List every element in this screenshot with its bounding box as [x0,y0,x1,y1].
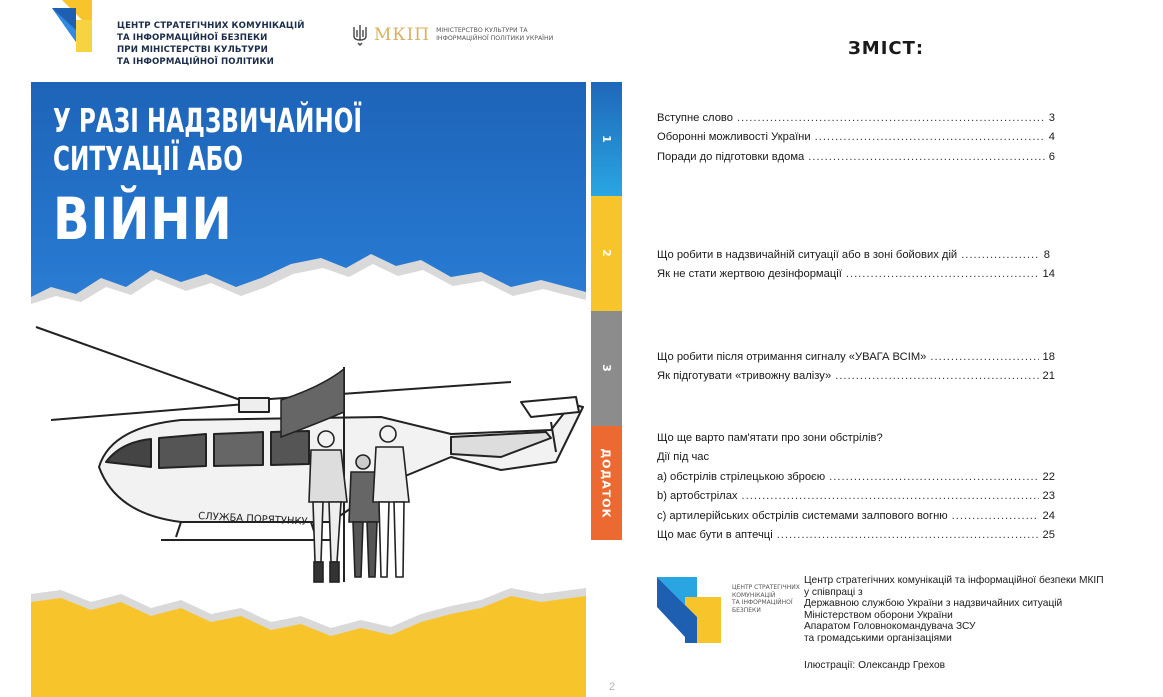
section-tab-1[interactable] [591,82,622,196]
ministry-logo-text: МКІП [374,25,431,45]
section-tab-3[interactable] [591,311,622,426]
toc-entry-title: Вступне слово [657,112,733,124]
center-logo-icon [52,0,104,52]
brochure-cover [31,82,586,697]
toc-entry[interactable] [657,130,1055,144]
org-line: ТА ІНФОРМАЦІЙНОЇ БЕЗПЕКИ [117,33,268,43]
toc-entry-title: Поради до підготовки вдома [657,151,805,163]
toc-entry[interactable] [657,248,1050,262]
toc-entry[interactable] [657,150,1055,164]
ministry-line: ІНФОРМАЦІЙНОЇ ПОЛІТИКИ УКРАЇНИ [436,35,554,42]
toc-leader [835,369,1038,383]
credit-line: та громадськими організаціями [804,632,952,644]
toc-entry-title: b) артобстрілах [657,490,738,502]
ministry-logo [352,24,553,46]
toc-entry-title: а) обстрілів стрілецькою зброєю [657,471,826,483]
footer-logo-text [732,584,800,614]
tab-label: 2 [600,249,613,258]
footer-logo-line: БЕЗПЕКИ [732,606,761,614]
toc-entry-title: Що робити в надзвичайній ситуації або в зоні бойових дій [657,249,958,261]
credits [804,575,1104,644]
cover-title-line2: СИТУАЦІЇ АБО [53,139,243,178]
toc-entry-page: 8 [1043,249,1050,261]
toc-section-subheading: Дії під час [657,451,710,463]
toc-leader [737,111,1045,125]
toc-section-heading: Що ще варто пам'ятати про зони обстрілів? [657,432,883,444]
footer-logo-icon [657,577,721,643]
toc-leader [961,248,1040,262]
toc-entry[interactable] [657,489,1055,503]
toc-entry-page: 21 [1042,370,1055,382]
toc-leader [815,130,1045,144]
toc-entry-page: 3 [1048,112,1055,124]
credit-line: у співпраці з [804,586,863,598]
toc-entry-title: с) артилерійських обстрілів системами залпового вогню [657,510,948,522]
toc-entry[interactable] [657,509,1055,523]
trident-icon [352,24,368,46]
toc-entry-title: Оборонні можливості України [657,131,811,143]
page-number: 2 [609,681,616,693]
helicopter-label: СЛУЖБА ПОРЯТУНКУ [197,511,308,528]
cover-title [53,101,449,253]
credit-line: Центр стратегічних комунікацій та інформаційної безпеки МКІП [804,575,1104,586]
footer-logo-line: ЦЕНТР СТРАТЕГІЧНИХ [732,584,800,591]
toc-entry-page: 22 [1042,471,1055,483]
footer-logo-line: КОМУНІКАЦІЙ [732,591,776,599]
tab-label: 3 [600,364,613,373]
toc-entry-page: 25 [1042,529,1055,541]
section-tab-2[interactable] [591,196,622,311]
toc-leader [952,509,1039,523]
credit-line: Державною службою України з надзвичайних ситуацій [804,598,1063,609]
toc-entry[interactable] [657,528,1055,542]
toc-entry[interactable] [657,111,1055,125]
org-line: ТА ІНФОРМАЦІЙНОЇ ПОЛІТИКИ [117,57,274,67]
illustrator-credit: Ілюстрації: Олександр Грехов [804,660,946,671]
toc-entry-page: 4 [1048,131,1055,143]
footer-logo-line: ТА ІНФОРМАЦІЙНОЇ [732,599,793,606]
toc-entry-page: 24 [1042,510,1055,522]
toc-entry-title: Що робити після отримання сигналу «УВАГА ВСІМ» [657,351,927,363]
org-line: ЦЕНТР СТРАТЕГІЧНИХ КОМУНІКАЦІЙ [117,21,305,31]
credit-line: Апаратом Головнокомандувача ЗСУ [804,621,976,632]
toc-entry[interactable] [657,470,1055,484]
toc-leader [777,528,1039,542]
toc-entry-page: 6 [1048,151,1055,163]
toc-heading: ЗМІСТ: [848,38,925,59]
section-tab-appendix[interactable] [591,426,622,540]
cover-title-line3: ВІЙНИ [53,185,233,253]
tab-label: ДОДАТОК [600,447,613,519]
ministry-line: МІНІСТЕРСТВО КУЛЬТУРИ ТА [436,27,528,34]
cover-title-line1: У РАЗІ НАДЗВИЧАЙНОЇ [53,101,363,140]
toc-entry-page: 14 [1042,268,1055,280]
toc-entry-page: 18 [1042,351,1055,363]
toc-leader [930,350,1038,364]
toc-entry-page: 23 [1042,490,1055,502]
toc-leader [829,470,1038,484]
toc-entry[interactable] [657,350,1055,364]
toc-entry-title: Що має бути в аптечці [657,529,773,541]
toc-entry[interactable] [657,369,1055,383]
toc-leader [846,267,1039,281]
credit-line: Міністерством оборони України [804,609,953,621]
org-line: ПРИ МІНІСТЕРСТВІ КУЛЬТУРИ [117,45,268,55]
toc-entry-title: Як не стати жертвою дезінформації [657,268,842,280]
toc-leader [808,150,1045,164]
toc-leader [742,489,1039,503]
toc-entry-title: Як підготувати «тривожну валізу» [657,370,832,382]
org-name [117,20,305,68]
tab-label: 1 [600,134,613,144]
toc-entry[interactable] [657,267,1055,281]
